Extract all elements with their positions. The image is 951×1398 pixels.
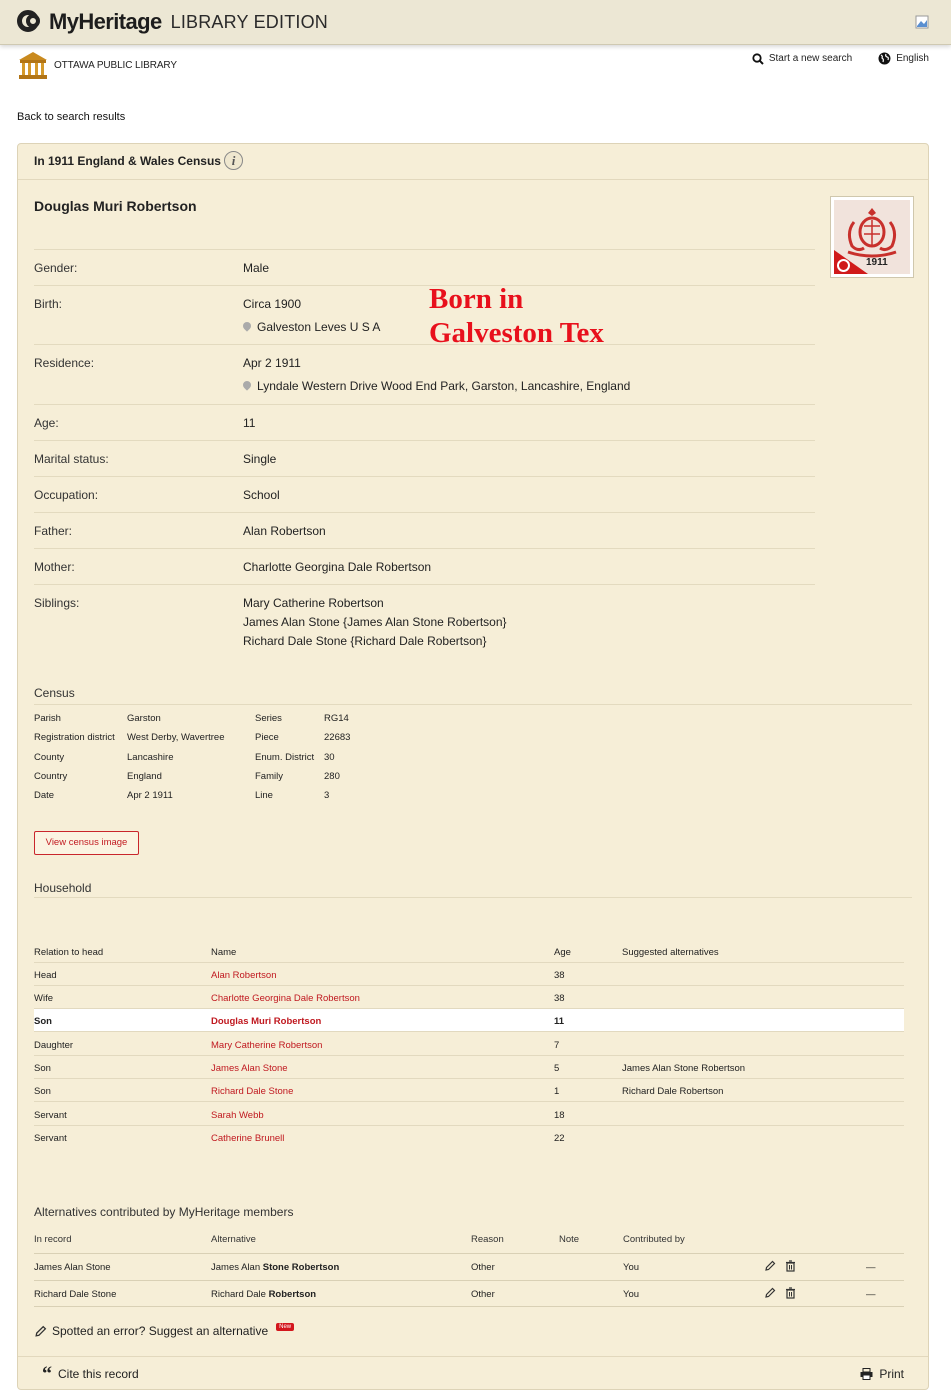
member-name-link[interactable]: Alan Robertson bbox=[211, 970, 277, 981]
alternative-row bbox=[34, 1280, 904, 1307]
print-label: Print bbox=[879, 1367, 904, 1381]
field-birth bbox=[34, 285, 815, 344]
quote-icon: “ bbox=[42, 1363, 52, 1385]
field-value: Single bbox=[243, 452, 277, 466]
census-key: County bbox=[34, 752, 65, 763]
delete-trash-icon[interactable] bbox=[785, 1287, 796, 1299]
field-age bbox=[34, 404, 815, 440]
alternative-bold: Robertson bbox=[268, 1289, 317, 1300]
language-label: English bbox=[896, 53, 929, 64]
sibling-name: Mary Catherine Robertson bbox=[243, 596, 384, 610]
census-thumbnail[interactable] bbox=[830, 196, 914, 278]
cite-record-button[interactable] bbox=[42, 1363, 139, 1385]
relation-cell: Wife bbox=[34, 993, 53, 1004]
census-key: Family bbox=[255, 771, 283, 782]
in-record-cell: James Alan Stone bbox=[34, 1262, 111, 1273]
age-cell: 11 bbox=[554, 1016, 565, 1027]
alternative-cell bbox=[211, 1289, 316, 1300]
field-value: Male bbox=[243, 261, 270, 275]
census-value: 3 bbox=[324, 790, 330, 801]
person-name: Douglas Muri Robertson bbox=[34, 198, 197, 214]
field-marital-status bbox=[34, 440, 815, 476]
member-name-link[interactable]: Mary Catherine Robertson bbox=[211, 1040, 323, 1051]
member-name-link[interactable]: Douglas Muri Robertson bbox=[211, 1016, 322, 1027]
view-census-image-button[interactable]: View census image bbox=[34, 831, 139, 855]
census-value: RG14 bbox=[324, 713, 349, 724]
library-badge bbox=[17, 50, 177, 80]
column-header: In record bbox=[34, 1234, 72, 1245]
field-label: Mother: bbox=[34, 560, 75, 574]
census-key: Parish bbox=[34, 713, 61, 724]
age-cell: 38 bbox=[554, 970, 565, 981]
language-selector[interactable] bbox=[878, 52, 929, 65]
sibling-name: Richard Dale Stone {Richard Dale Robertson} bbox=[243, 634, 487, 648]
household-row bbox=[34, 1056, 904, 1079]
residence-place: Lyndale Western Drive Wood End Park, Garston, Lancashire, England bbox=[257, 379, 631, 393]
edit-pencil-icon[interactable] bbox=[764, 1287, 776, 1299]
alternative-row bbox=[34, 1253, 904, 1280]
globe-icon bbox=[878, 52, 891, 65]
annotation-line: Galveston Tex bbox=[429, 317, 604, 349]
member-name-link[interactable]: Charlotte Georgina Dale Robertson bbox=[211, 993, 360, 1004]
census-value: West Derby, Wavertree bbox=[127, 732, 225, 743]
census-value: 22683 bbox=[324, 732, 351, 743]
top-links bbox=[752, 52, 929, 65]
row-dash: — bbox=[866, 1289, 876, 1300]
relation-cell: Head bbox=[34, 970, 57, 981]
field-gender bbox=[34, 249, 815, 285]
census-key: Registration district bbox=[34, 732, 115, 743]
field-value: School bbox=[243, 488, 280, 502]
alternative-bold: Stone Robertson bbox=[262, 1262, 340, 1273]
relation-cell: Servant bbox=[34, 1133, 67, 1144]
field-label: Age: bbox=[34, 416, 59, 430]
record-fields bbox=[34, 249, 815, 664]
start-new-search-label: Start a new search bbox=[768, 53, 853, 64]
collection-title: In 1911 England & Wales Census bbox=[34, 154, 221, 168]
relation-cell: Son bbox=[34, 1063, 51, 1074]
start-new-search-link[interactable] bbox=[752, 52, 852, 65]
household-row bbox=[34, 986, 904, 1009]
field-residence bbox=[34, 344, 815, 404]
relation-cell: Servant bbox=[34, 1110, 67, 1121]
reason-cell: Other bbox=[471, 1262, 495, 1273]
cite-label: Cite this record bbox=[58, 1367, 139, 1381]
record-footer bbox=[18, 1356, 928, 1391]
alternative-cell: James Alan Stone Robertson bbox=[622, 1063, 746, 1074]
field-occupation bbox=[34, 476, 815, 512]
brand-name: MyHeritage bbox=[49, 9, 162, 34]
alternative-plain: James Alan bbox=[211, 1262, 263, 1273]
census-key: Line bbox=[255, 790, 273, 801]
field-label: Siblings: bbox=[34, 596, 80, 610]
back-to-results-link[interactable]: Back to search results bbox=[17, 111, 126, 123]
age-cell: 22 bbox=[554, 1133, 565, 1144]
myheritage-logo-icon bbox=[17, 9, 45, 35]
sibling-name: James Alan Stone {James Alan Stone Robertson} bbox=[243, 615, 507, 629]
contributed-by-cell: You bbox=[623, 1262, 640, 1273]
census-key: Country bbox=[34, 771, 68, 782]
household-row bbox=[34, 963, 904, 986]
column-header: Note bbox=[559, 1234, 580, 1245]
location-pin-icon bbox=[243, 322, 251, 332]
household-row bbox=[34, 1079, 904, 1102]
alternatives-header-row bbox=[34, 1232, 904, 1252]
field-siblings bbox=[34, 584, 815, 664]
column-header: Suggested alternatives bbox=[622, 947, 719, 958]
field-label: Marital status: bbox=[34, 452, 109, 466]
handwritten-annotation bbox=[429, 282, 604, 350]
edit-pencil-icon[interactable] bbox=[764, 1260, 776, 1272]
field-mother bbox=[34, 548, 815, 584]
field-value: Charlotte Georgina Dale Robertson bbox=[243, 560, 432, 574]
divider bbox=[34, 704, 912, 705]
member-name-link[interactable]: Sarah Webb bbox=[211, 1110, 264, 1121]
census-value: Garston bbox=[127, 713, 161, 724]
member-name-link[interactable]: James Alan Stone bbox=[211, 1063, 288, 1074]
thumbnail-year: 1911 bbox=[866, 257, 888, 268]
location-pin-icon bbox=[243, 381, 251, 391]
row-dash: — bbox=[866, 1262, 876, 1273]
column-header: Reason bbox=[471, 1234, 504, 1245]
age-cell: 18 bbox=[554, 1110, 565, 1121]
column-header: Age bbox=[554, 947, 571, 958]
myheritage-logo[interactable] bbox=[17, 9, 328, 35]
household-row bbox=[34, 1126, 904, 1149]
alternative-cell bbox=[211, 1262, 339, 1273]
reason-cell: Other bbox=[471, 1289, 495, 1300]
annotation-line: Born in bbox=[429, 283, 524, 315]
household-row bbox=[34, 1103, 904, 1126]
age-cell: 5 bbox=[554, 1063, 560, 1074]
census-section-title: Census bbox=[34, 686, 75, 700]
pencil-icon bbox=[34, 1325, 47, 1338]
print-button[interactable] bbox=[860, 1367, 904, 1381]
column-header: Alternative bbox=[211, 1234, 256, 1245]
field-label: Occupation: bbox=[34, 488, 99, 502]
column-header: Name bbox=[211, 947, 237, 958]
member-name-link[interactable]: Catherine Brunell bbox=[211, 1133, 285, 1144]
household-section-title: Household bbox=[34, 881, 92, 895]
alternative-cell: Richard Dale Robertson bbox=[622, 1086, 724, 1097]
relation-cell: Son bbox=[34, 1086, 51, 1097]
info-icon[interactable]: i bbox=[224, 151, 243, 170]
field-value: 11 bbox=[243, 416, 256, 430]
member-name-link[interactable]: Richard Dale Stone bbox=[211, 1086, 294, 1097]
in-record-cell: Richard Dale Stone bbox=[34, 1289, 117, 1300]
divider bbox=[34, 897, 912, 898]
field-value: Apr 2 1911 bbox=[243, 356, 301, 370]
field-value: Alan Robertson bbox=[243, 524, 326, 538]
census-value: Lancashire bbox=[127, 752, 174, 763]
census-key: Piece bbox=[255, 732, 279, 743]
suggest-alternative-label: Spotted an error? Suggest an alternative bbox=[52, 1324, 269, 1338]
alternatives-section-title: Alternatives contributed by MyHeritage members bbox=[34, 1205, 294, 1219]
field-label: Father: bbox=[34, 524, 73, 538]
field-value: Circa 1900 bbox=[243, 297, 302, 311]
printer-icon bbox=[860, 1368, 873, 1380]
column-header: Contributed by bbox=[623, 1234, 685, 1245]
new-badge: New bbox=[276, 1323, 294, 1331]
census-value: England bbox=[127, 771, 162, 782]
census-key: Date bbox=[34, 790, 55, 801]
record-card-header bbox=[18, 144, 928, 180]
household-row bbox=[34, 1033, 904, 1056]
census-value: 280 bbox=[324, 771, 340, 782]
birth-place: Galveston Leves U S A bbox=[257, 320, 381, 334]
search-icon bbox=[752, 53, 764, 65]
census-value: Apr 2 1911 bbox=[127, 790, 173, 801]
household-header-row bbox=[34, 940, 904, 963]
census-key: Series bbox=[255, 713, 282, 724]
field-label: Residence: bbox=[34, 356, 95, 370]
field-father bbox=[34, 512, 815, 548]
top-bar bbox=[0, 0, 951, 45]
field-label: Gender: bbox=[34, 261, 78, 275]
household-row-current bbox=[34, 1009, 904, 1032]
contributed-by-cell: You bbox=[623, 1289, 640, 1300]
relation-cell: Son bbox=[34, 1016, 52, 1027]
age-cell: 7 bbox=[554, 1040, 560, 1051]
broken-image-icon bbox=[915, 15, 929, 29]
census-value: 30 bbox=[324, 752, 335, 763]
column-header: Relation to head bbox=[34, 947, 104, 958]
library-building-icon bbox=[17, 50, 49, 80]
age-cell: 38 bbox=[554, 993, 565, 1004]
delete-trash-icon[interactable] bbox=[785, 1260, 796, 1272]
edition-label: LIBRARY EDITION bbox=[170, 11, 328, 32]
zoom-icon bbox=[837, 259, 850, 272]
relation-cell: Daughter bbox=[34, 1040, 74, 1051]
library-name: OTTAWA PUBLIC LIBRARY bbox=[54, 59, 177, 71]
suggest-alternative-link[interactable] bbox=[34, 1324, 294, 1338]
field-label: Birth: bbox=[34, 297, 63, 311]
age-cell: 1 bbox=[554, 1086, 560, 1097]
census-key: Enum. District bbox=[255, 752, 315, 763]
alternative-plain: Richard Dale bbox=[211, 1289, 269, 1300]
